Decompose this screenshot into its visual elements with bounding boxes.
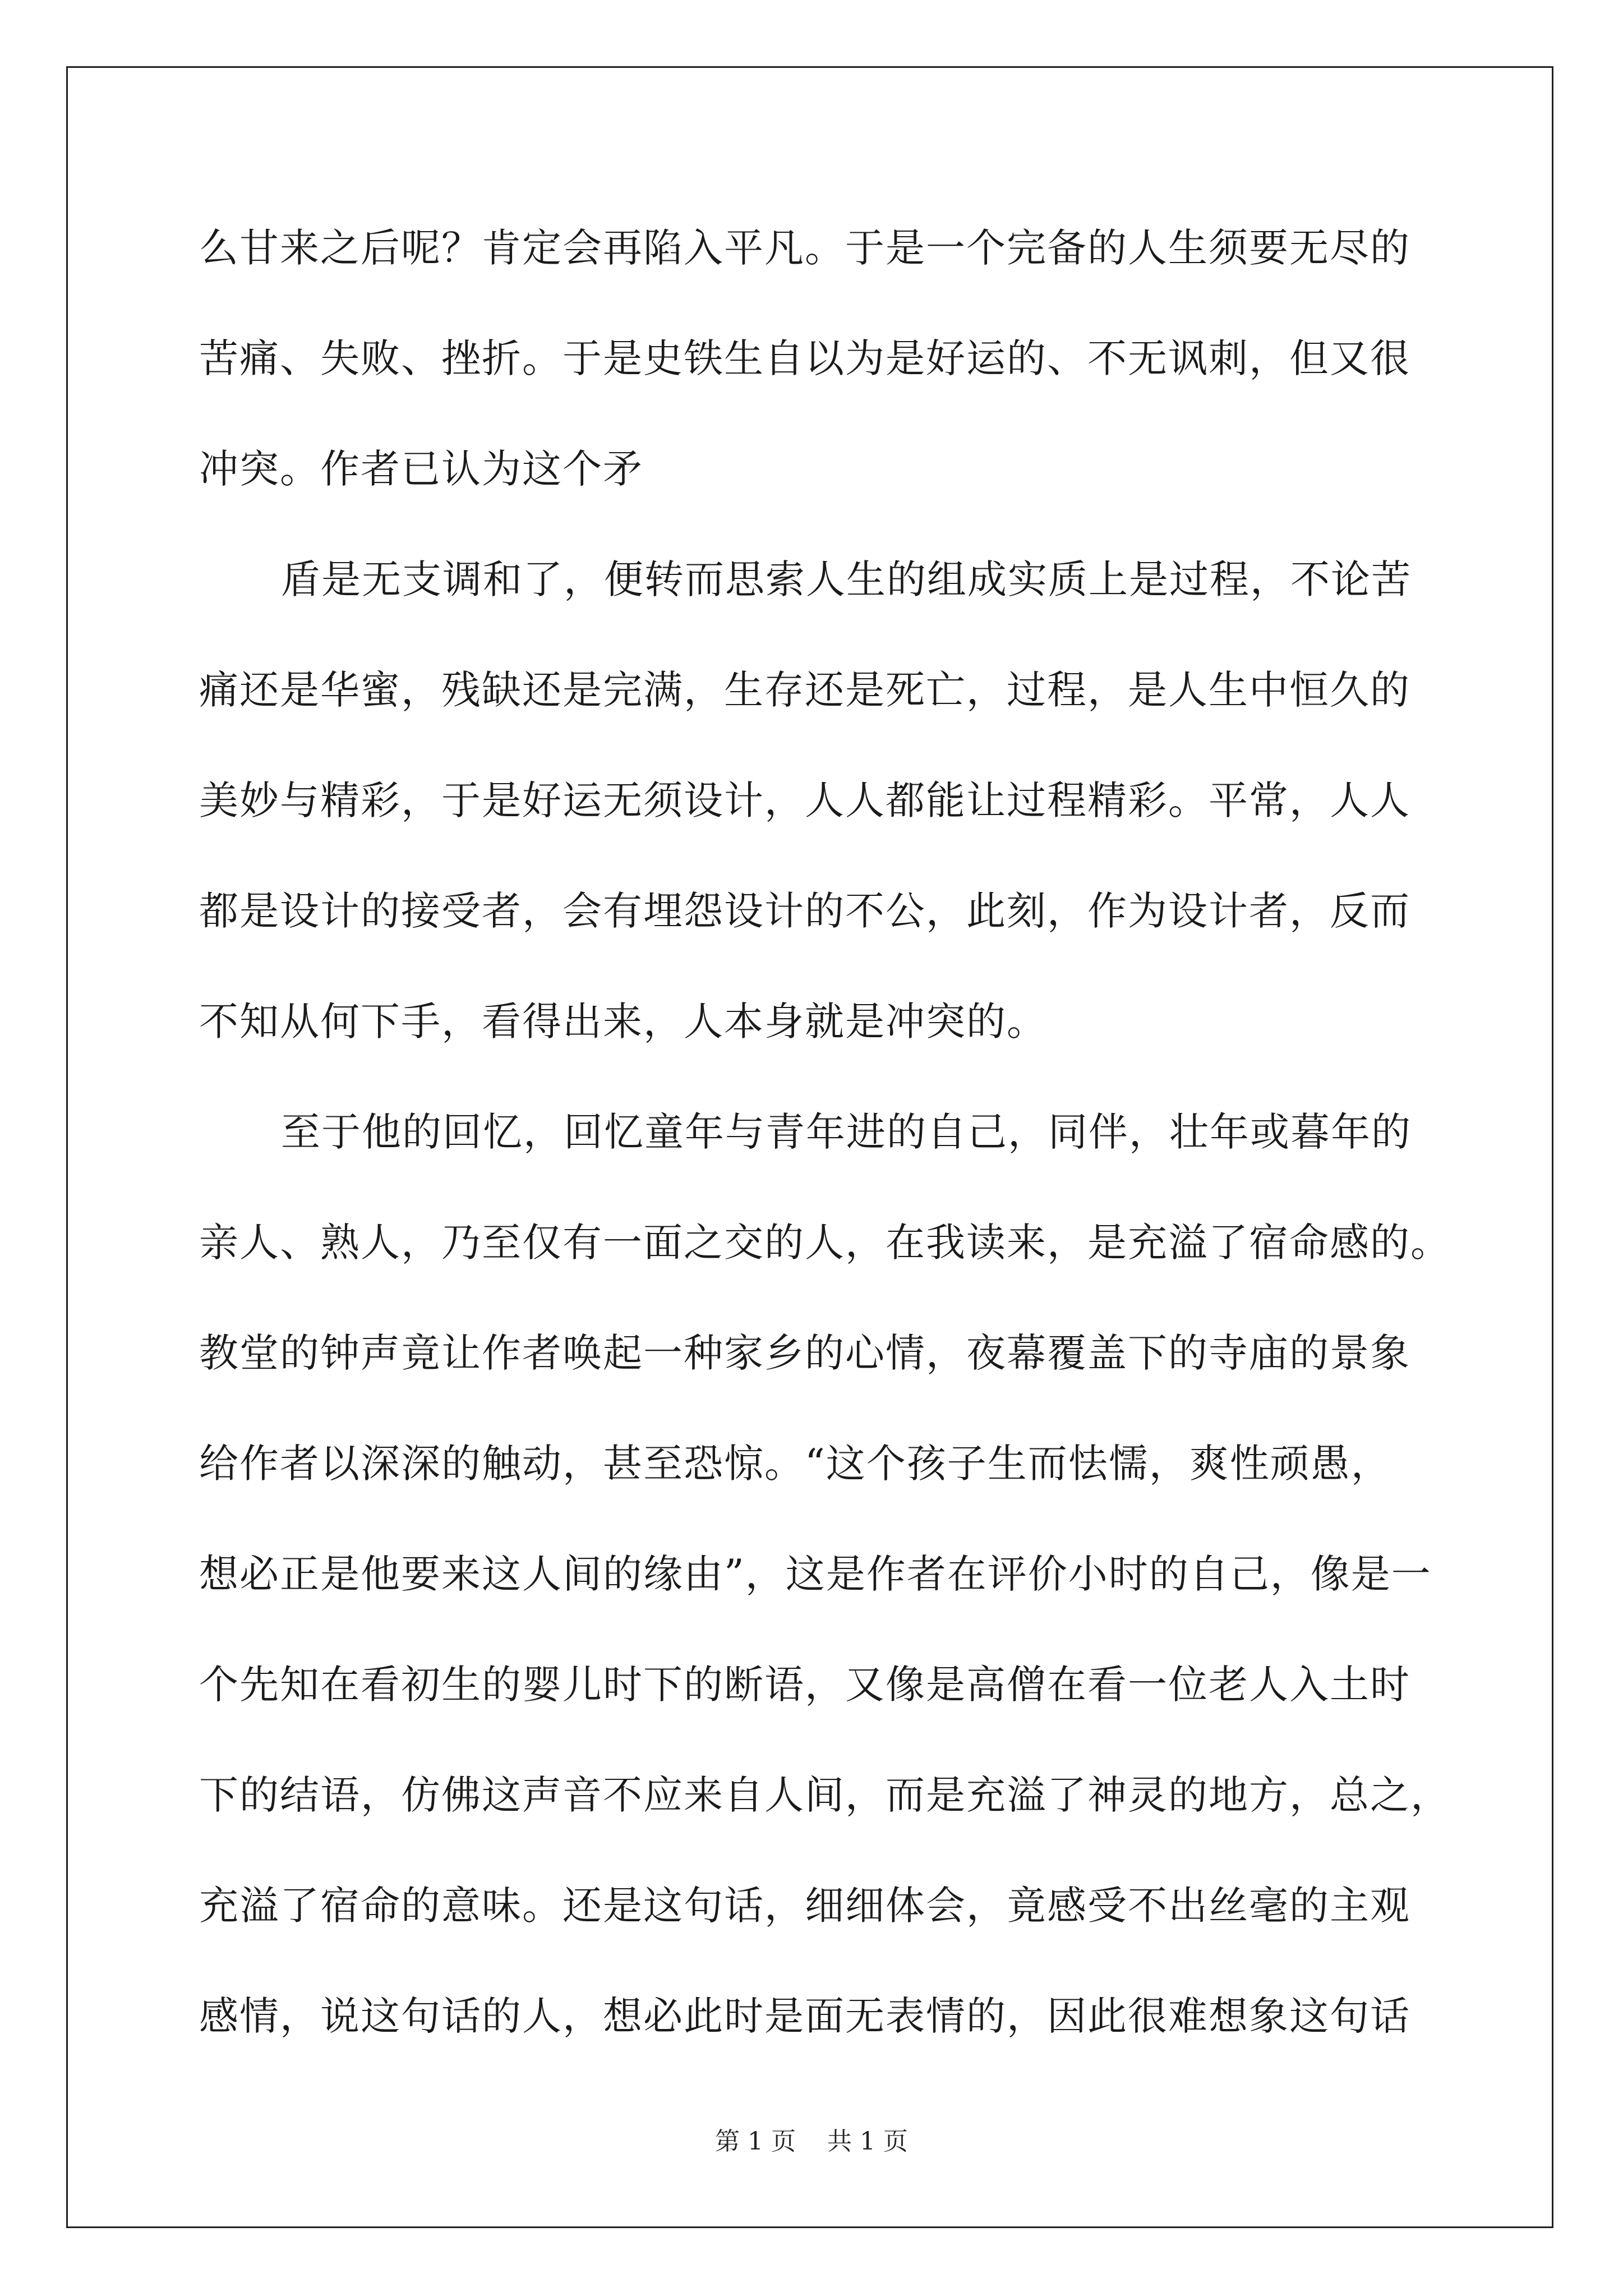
text-line: 感情，说这句话的人，想必此时是面无表情的，因此很难想象这句话 <box>199 1993 1410 2039</box>
page-footer: 第 1 页 共 1 页 <box>715 2127 908 2156</box>
paragraph-start-line: 至于他的回忆，回忆童年与青年进的自己，同伴，壮年或暮年的 <box>281 1109 1412 1155</box>
text-line: 教堂的钟声竟让作者唤起一种家乡的心情，夜幕覆盖下的寺庙的景象 <box>199 1330 1410 1376</box>
text-line: 个先知在看初生的婴儿时下的断语，又像是高僧在看一位老人入土时 <box>199 1662 1410 1708</box>
text-line: 给作者以深深的触动，甚至恐惊。“这个孩子生而怯懦，爽性顽愚， <box>199 1441 1391 1487</box>
text-line: 么甘来之后呢？肯定会再陷入平凡。于是一个完备的人生须要无尽的 <box>199 225 1410 271</box>
text-line: 都是设计的接受者，会有埋怨设计的不公，此刻，作为设计者，反而 <box>199 888 1410 934</box>
text-line: 亲人、熟人，乃至仅有一面之交的人，在我读来，是充溢了宿命感的。 <box>199 1220 1451 1266</box>
text-line: 美妙与精彩，于是好运无须设计，人人都能让过程精彩。平常，人人 <box>199 777 1410 823</box>
text-line: 想必正是他要来这人间的缘由”，这是作者在评价小时的自己，像是一 <box>199 1551 1432 1597</box>
text-line: 下的结语，仿佛这声音不应来自人间，而是充溢了神灵的地方，总之， <box>199 1772 1451 1818</box>
paragraph-start-line: 盾是无支调和了，便转而思索人生的组成实质上是过程，不论苦 <box>281 556 1412 602</box>
text-line: 不知从何下手，看得出来，人本身就是冲突的。 <box>199 999 1047 1045</box>
text-line: 痛还是华蜜，残缺还是完满，生存还是死亡，过程，是人生中恒久的 <box>199 667 1410 713</box>
text-line: 苦痛、失败、挫折。于是史铁生自以为是好运的、不无讽刺，但又很 <box>199 335 1410 381</box>
document-body <box>199 220 1451 2099</box>
text-line: 冲突。作者已认为这个矛 <box>199 446 643 492</box>
text-line: 充溢了宿命的意味。还是这句话，细细体会，竟感受不出丝毫的主观 <box>199 1883 1410 1929</box>
